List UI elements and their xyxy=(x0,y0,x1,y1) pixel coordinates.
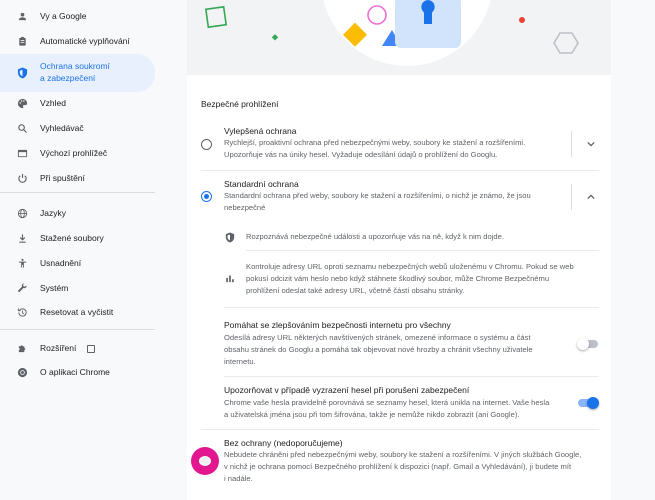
sidebar-item-about-chrome[interactable] xyxy=(0,361,155,383)
sidebar-item-label: Vy a Google xyxy=(40,11,87,21)
globe-icon xyxy=(16,207,28,219)
shield-icon xyxy=(16,67,28,79)
browser-icon xyxy=(16,147,28,159)
vertical-divider xyxy=(571,131,572,157)
feature-url-check-3: prohlížení odeslat také adresy URL, včetně částí obsahu stránky. xyxy=(246,286,465,295)
sidebar-item-extensions[interactable] xyxy=(0,337,155,359)
sidebar-item-on-startup[interactable] xyxy=(0,167,155,189)
radio-no-protection[interactable] xyxy=(191,447,219,475)
sidebar-item-languages[interactable] xyxy=(0,202,155,224)
power-icon xyxy=(16,172,28,184)
sidebar-item-label: Při spuštění xyxy=(40,173,85,183)
puzzle-icon xyxy=(16,342,28,354)
sidebar-item-default-browser[interactable] xyxy=(0,142,155,164)
no-protection-title: Bez ochrany (nedoporučujeme) xyxy=(224,438,343,448)
sidebar-item-label: Výchozí prohlížeč xyxy=(40,148,108,158)
sidebar-item-label: Vyhledávač xyxy=(40,123,84,133)
clipboard-icon xyxy=(16,35,28,47)
help-improve-title: Pomáhat se zlepšováním bezpečnosti internetu pro všechny xyxy=(224,320,451,330)
help-improve-desc-3: internetu. xyxy=(224,357,256,366)
sidebar-item-label: Usnadnění xyxy=(40,258,82,268)
help-improve-desc-1: Odesílá adresy URL některých navštívených stránek, omezené informace o systému a část xyxy=(224,333,531,342)
section-title-safe-browsing: Bezpečné prohlížení xyxy=(201,99,279,109)
sidebar-divider xyxy=(0,329,155,330)
sidebar-item-label: O aplikaci Chrome xyxy=(40,367,110,377)
row-divider xyxy=(246,250,599,251)
sidebar-item-label: Vzhled xyxy=(40,98,66,108)
sidebar-item-autofill[interactable] xyxy=(0,30,155,52)
sidebar-item-search-engine[interactable] xyxy=(0,117,155,139)
safe-browsing-illustration xyxy=(187,0,611,75)
enhanced-protection-desc-2: Upozorňuje vás na úniky hesel. Vyžaduje odesílání údajů o prohlížení do Googlu. xyxy=(224,150,498,159)
no-protection-desc-2: v nichž je ochrana pomocí Bezpečného prohlížení k dispozici (např. Gmail a Vyhledávání), ji budete mít xyxy=(224,462,572,471)
sidebar-divider xyxy=(0,192,155,193)
password-warn-toggle[interactable] xyxy=(578,399,598,407)
row-divider xyxy=(201,429,599,430)
enhanced-protection-title: Vylepšená ochrana xyxy=(224,126,297,136)
cursor-highlight-icon xyxy=(199,456,211,466)
password-warn-desc-2: a uživatelská jména jsou při tom šifrována, takže je nemůže nikdo zobrazit (ani Google). xyxy=(224,410,520,419)
help-improve-desc-2: obsahu stránek do Googlu a pomáhá tak objevovat nové hrozby a chránit všechny uživatele xyxy=(224,345,533,354)
settings-card xyxy=(187,0,611,500)
sidebar-item-label: Stažené soubory xyxy=(40,233,104,243)
row-divider xyxy=(201,170,599,171)
sidebar-item-appearance[interactable] xyxy=(0,92,155,114)
shield-icon xyxy=(224,231,236,243)
sidebar-item-system[interactable] xyxy=(0,277,155,299)
sidebar-item-privacy-security[interactable] xyxy=(0,54,155,92)
open-in-new-icon xyxy=(87,345,95,353)
vertical-divider xyxy=(571,184,572,210)
toggle-knob xyxy=(587,397,599,409)
sidebar-item-label: Systém xyxy=(40,283,69,293)
feature-url-check-1: Kontroluje adresy URL oproti seznamu nebezpečných webů uloženému v Chromu. Pokud se web xyxy=(246,262,574,271)
collapse-standard-button[interactable] xyxy=(584,190,598,204)
person-icon xyxy=(16,10,28,22)
feature-detects-events: Rozpoznává nebezpečné události a upozorňuje vás na ně, když k nim dojde. xyxy=(246,232,504,241)
toggle-knob xyxy=(577,338,589,350)
sidebar-item-reset[interactable] xyxy=(0,301,155,323)
chevron-down-icon xyxy=(587,140,595,148)
palette-icon xyxy=(16,97,28,109)
no-protection-desc-1: Nebudete chráněni před nebezpečnými weby, soubory ke stažení a rozšířeními. V jiných službách Google, xyxy=(224,450,582,459)
help-improve-toggle[interactable] xyxy=(578,340,598,348)
accessibility-icon xyxy=(16,257,28,269)
download-icon xyxy=(16,232,28,244)
sidebar-item-label: Automatické vyplňování xyxy=(40,36,130,46)
standard-protection-desc-2: nebezpečné xyxy=(224,203,266,212)
no-protection-desc-3: i nadále. xyxy=(224,474,253,483)
sidebar-item-label: Jazyky xyxy=(40,208,66,218)
enhanced-protection-desc-1: Rychlejší, proaktivní ochrana před nebezpečnými weby, soubory ke stažení a rozšířeními. xyxy=(224,138,526,147)
chevron-up-icon xyxy=(587,193,595,201)
sidebar xyxy=(0,0,168,500)
feature-url-check-2: pokusí odcizit vám heslo nebo když stáhnete škodlivý soubor, může Chrome Bezpečnému xyxy=(246,274,550,283)
row-divider xyxy=(224,376,599,377)
password-warn-title: Upozorňovat v případě vyzrazení hesel při porušení zabezpečení xyxy=(224,385,470,395)
standard-protection-desc-1: Standardní ochrana před weby, soubory ke stažení a rozšířeními, o nichž je známo, že jsou xyxy=(224,191,531,200)
sidebar-item-you-and-google[interactable] xyxy=(0,5,155,27)
wrench-icon xyxy=(16,282,28,294)
bar-chart-icon xyxy=(224,272,236,284)
chrome-icon xyxy=(16,366,28,378)
sidebar-item-label: Rozšíření xyxy=(40,342,95,354)
search-icon xyxy=(16,122,28,134)
password-warn-desc-1: Chrome vaše hesla pravidelně porovnává se seznamy hesel, která unikla na internet. Vaše hesla xyxy=(224,398,550,407)
sidebar-item-label: Ochrana soukromí a zabezpečení xyxy=(40,61,110,83)
sidebar-item-accessibility[interactable] xyxy=(0,252,155,274)
radio-standard-protection[interactable] xyxy=(201,191,212,202)
restore-icon xyxy=(16,306,28,318)
expand-enhanced-button[interactable] xyxy=(584,137,598,151)
radio-enhanced-protection[interactable] xyxy=(201,139,212,150)
standard-protection-title: Standardní ochrana xyxy=(224,179,299,189)
row-divider xyxy=(224,307,599,308)
sidebar-item-downloads[interactable] xyxy=(0,227,155,249)
sidebar-item-label: Resetovat a vyčistit xyxy=(40,307,114,317)
